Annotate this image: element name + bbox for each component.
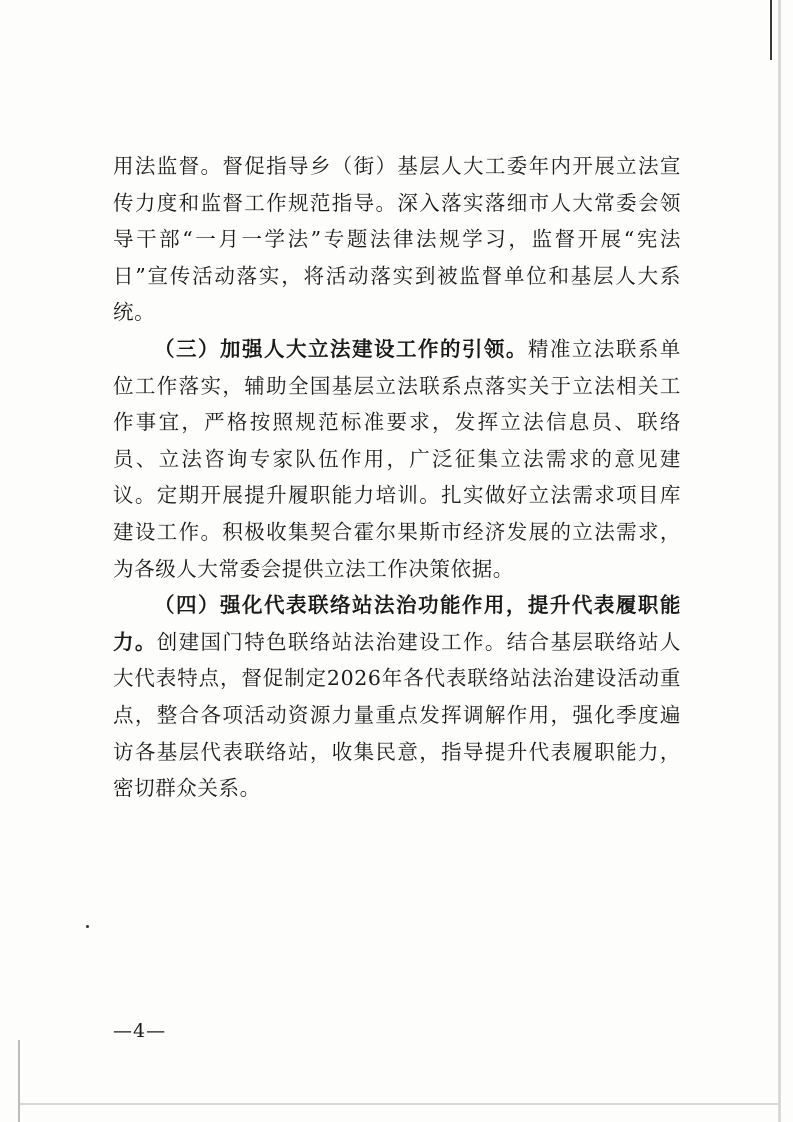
section-heading-4: （四）强化代表联络站法治功能作用，提升代表履职能力。	[113, 593, 681, 654]
document-body	[113, 148, 681, 807]
paragraph-section-3	[113, 331, 681, 587]
paragraph-text: 精准立法联系单位工作落实，辅助全国基层立法联系点落实关于立法相关工作事宜，严格按照规范标准要求，发挥立法信息员、联络员、立法咨询专家队伍作用，广泛征集立法需求的意见建议。定期开展提升履职能力培训。扎实做好立法需求项目库建设工作。积极收集契合霍尔果斯市经济发展的立法需求，为各级人大常委会提供立法工作决策依据。	[113, 336, 681, 581]
paragraph-section-4	[113, 587, 681, 807]
scan-edge-left	[18, 1040, 20, 1122]
section-heading-3: （三）加强人大立法建设工作的引领。	[154, 336, 528, 361]
paragraph-text: 用法监督。督促指导乡（街）基层人大工委年内开展立法宣传力度和监督工作规范指导。深入落实落细市人大常委会领导干部“一月一学法”专题法律法规学习，监督开展“宪法日”宣传活动落实，将活动落实到被监督单位和基层人大系统。	[113, 154, 681, 325]
scan-speck	[86, 925, 89, 928]
page-number: —4—	[113, 1020, 167, 1042]
scan-edge-mark	[770, 0, 772, 60]
scan-edge-bottom	[20, 1103, 780, 1105]
scan-edge-right	[778, 0, 781, 1122]
paragraph-continuation	[113, 148, 681, 331]
paragraph-text: 创建国门特色联络站法治建设工作。结合基层联络站人大代表特点，督促制定2026年各代表联络站法治建设活动重点，整合各项活动资源力量重点发挥调解作用，强化季度遍访各基层代表联络站，收集民意，指导提升代表履职能力，密切群众关系。	[113, 629, 682, 801]
